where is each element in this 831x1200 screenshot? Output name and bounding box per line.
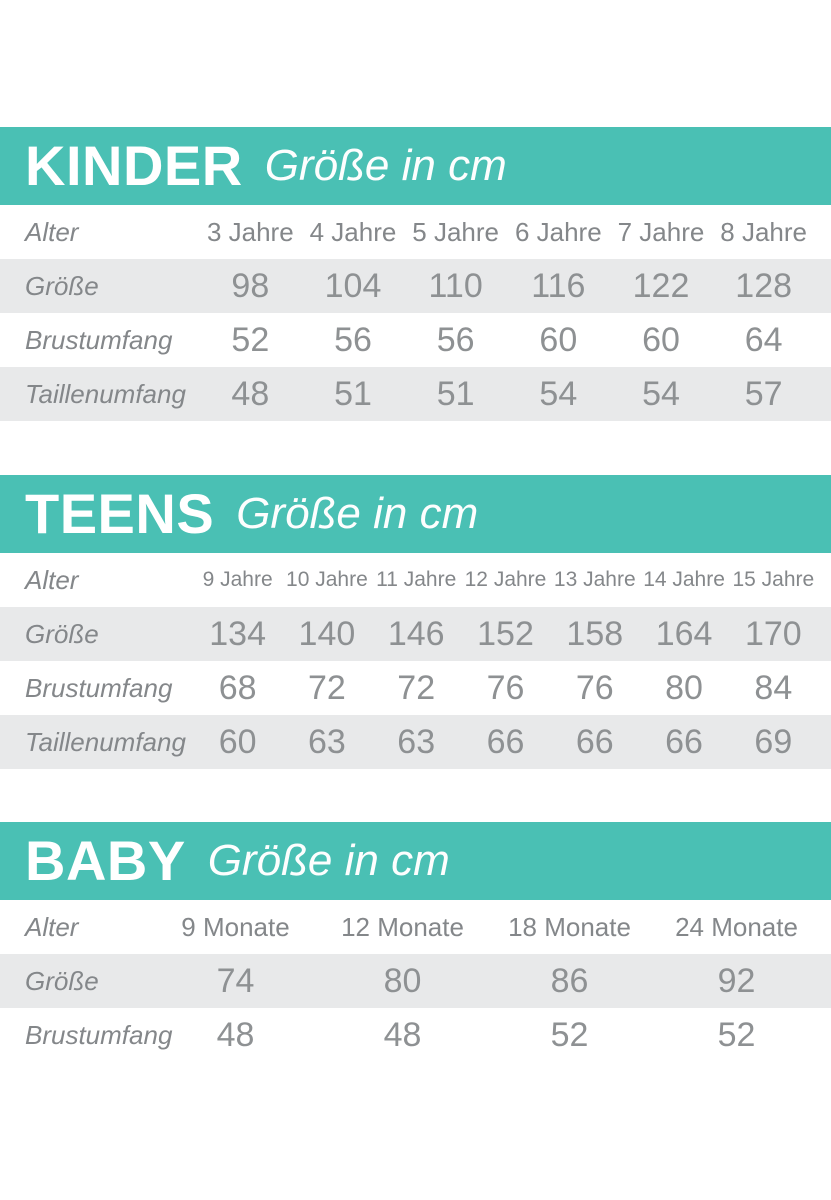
row-label: Größe bbox=[25, 270, 99, 301]
section-subtitle: Größe in cm bbox=[207, 836, 450, 885]
teens-table bbox=[0, 553, 831, 769]
cell-value: 68 bbox=[218, 668, 257, 707]
row-label: Brustumfang bbox=[25, 324, 173, 355]
cell-value: 60 bbox=[642, 320, 680, 359]
row-label: Taillenumfang bbox=[25, 378, 186, 409]
column-header: 11 Jahre bbox=[376, 568, 457, 591]
age-label: Alter bbox=[25, 216, 79, 247]
row-label: Brustumfang bbox=[25, 1019, 173, 1050]
measurement-row bbox=[0, 954, 831, 1008]
kinder-table bbox=[0, 205, 831, 421]
cell-value: 72 bbox=[308, 668, 346, 707]
measurement-row bbox=[0, 313, 831, 367]
section-teens bbox=[0, 475, 831, 769]
cell-value: 66 bbox=[665, 722, 703, 761]
cell-value: 140 bbox=[298, 614, 356, 653]
column-header: 10 Jahre bbox=[286, 568, 368, 591]
column-header: 8 Jahre bbox=[720, 216, 808, 247]
cell-value: 52 bbox=[550, 1015, 589, 1054]
cell-value: 116 bbox=[531, 266, 586, 305]
cell-value: 152 bbox=[477, 614, 534, 653]
cell-value: 84 bbox=[754, 668, 793, 707]
cell-value: 122 bbox=[632, 266, 690, 305]
row-label: Größe bbox=[25, 965, 99, 996]
cell-value: 98 bbox=[231, 266, 270, 305]
column-header: 24 Monate bbox=[675, 911, 798, 942]
cell-value: 146 bbox=[387, 614, 445, 653]
measurement-row bbox=[0, 715, 831, 769]
cell-value: 56 bbox=[436, 320, 475, 359]
row-label: Größe bbox=[25, 618, 99, 649]
cell-value: 63 bbox=[397, 722, 436, 761]
section-subtitle: Größe in cm bbox=[236, 489, 479, 538]
section-subtitle: Größe in cm bbox=[264, 141, 507, 190]
column-header: 9 Jahre bbox=[202, 568, 273, 591]
cell-value: 52 bbox=[231, 320, 270, 359]
cell-value: 66 bbox=[575, 722, 614, 761]
age-label: Alter bbox=[25, 564, 79, 595]
baby-table bbox=[0, 900, 831, 1062]
cell-value: 86 bbox=[550, 961, 589, 1000]
section-baby bbox=[0, 822, 831, 1062]
age-label: Alter bbox=[25, 911, 79, 942]
row-label: Brustumfang bbox=[25, 672, 173, 703]
column-header: 15 Jahre bbox=[732, 568, 815, 591]
column-header: 7 Jahre bbox=[617, 216, 705, 247]
cell-value: 128 bbox=[735, 266, 793, 305]
measurement-row bbox=[0, 367, 831, 421]
column-header: 12 Jahre bbox=[464, 568, 547, 591]
cell-value: 60 bbox=[218, 722, 257, 761]
cell-value: 51 bbox=[334, 374, 372, 413]
row-label: Taillenumfang bbox=[25, 726, 186, 757]
cell-value: 76 bbox=[486, 668, 525, 707]
column-header: 6 Jahre bbox=[514, 216, 602, 247]
cell-value: 74 bbox=[216, 961, 255, 1000]
cell-value: 54 bbox=[642, 374, 680, 413]
column-header: 9 Monate bbox=[181, 911, 290, 942]
cell-value: 63 bbox=[308, 722, 346, 761]
cell-value: 52 bbox=[717, 1015, 756, 1054]
cell-value: 72 bbox=[397, 668, 436, 707]
age-header-row bbox=[0, 900, 831, 954]
column-header: 13 Jahre bbox=[553, 568, 636, 591]
measurement-row bbox=[0, 1008, 831, 1062]
cell-value: 66 bbox=[486, 722, 525, 761]
age-header-row bbox=[0, 553, 831, 607]
section-title: BABY bbox=[25, 829, 186, 892]
cell-value: 54 bbox=[539, 374, 578, 413]
cell-value: 56 bbox=[334, 320, 372, 359]
cell-value: 110 bbox=[428, 266, 483, 305]
column-header: 3 Jahre bbox=[206, 216, 294, 247]
cell-value: 164 bbox=[655, 614, 713, 653]
column-header: 5 Jahre bbox=[412, 216, 500, 247]
cell-value: 48 bbox=[383, 1015, 422, 1054]
cell-value: 92 bbox=[717, 961, 756, 1000]
cell-value: 134 bbox=[209, 614, 266, 653]
cell-value: 104 bbox=[324, 266, 382, 305]
teens-header-band bbox=[0, 475, 831, 553]
column-header: 4 Jahre bbox=[309, 216, 397, 247]
section-kinder bbox=[0, 127, 831, 421]
measurement-row bbox=[0, 607, 831, 661]
cell-value: 48 bbox=[216, 1015, 255, 1054]
cell-value: 158 bbox=[566, 614, 624, 653]
cell-value: 69 bbox=[754, 722, 793, 761]
age-header-row bbox=[0, 205, 831, 259]
measurement-row bbox=[0, 259, 831, 313]
baby-header-band bbox=[0, 822, 831, 900]
cell-value: 51 bbox=[436, 374, 475, 413]
column-header: 18 Monate bbox=[508, 911, 631, 942]
cell-value: 80 bbox=[383, 961, 422, 1000]
column-header: 12 Monate bbox=[341, 911, 464, 942]
cell-value: 64 bbox=[744, 320, 783, 359]
measurement-row bbox=[0, 661, 831, 715]
kinder-header-band bbox=[0, 127, 831, 205]
cell-value: 76 bbox=[575, 668, 614, 707]
section-title: KINDER bbox=[25, 134, 243, 197]
cell-value: 170 bbox=[744, 614, 802, 653]
section-title: TEENS bbox=[25, 482, 215, 545]
cell-value: 60 bbox=[539, 320, 578, 359]
cell-value: 80 bbox=[665, 668, 703, 707]
cell-value: 48 bbox=[231, 374, 270, 413]
column-header: 14 Jahre bbox=[643, 568, 725, 591]
cell-value: 57 bbox=[744, 374, 783, 413]
